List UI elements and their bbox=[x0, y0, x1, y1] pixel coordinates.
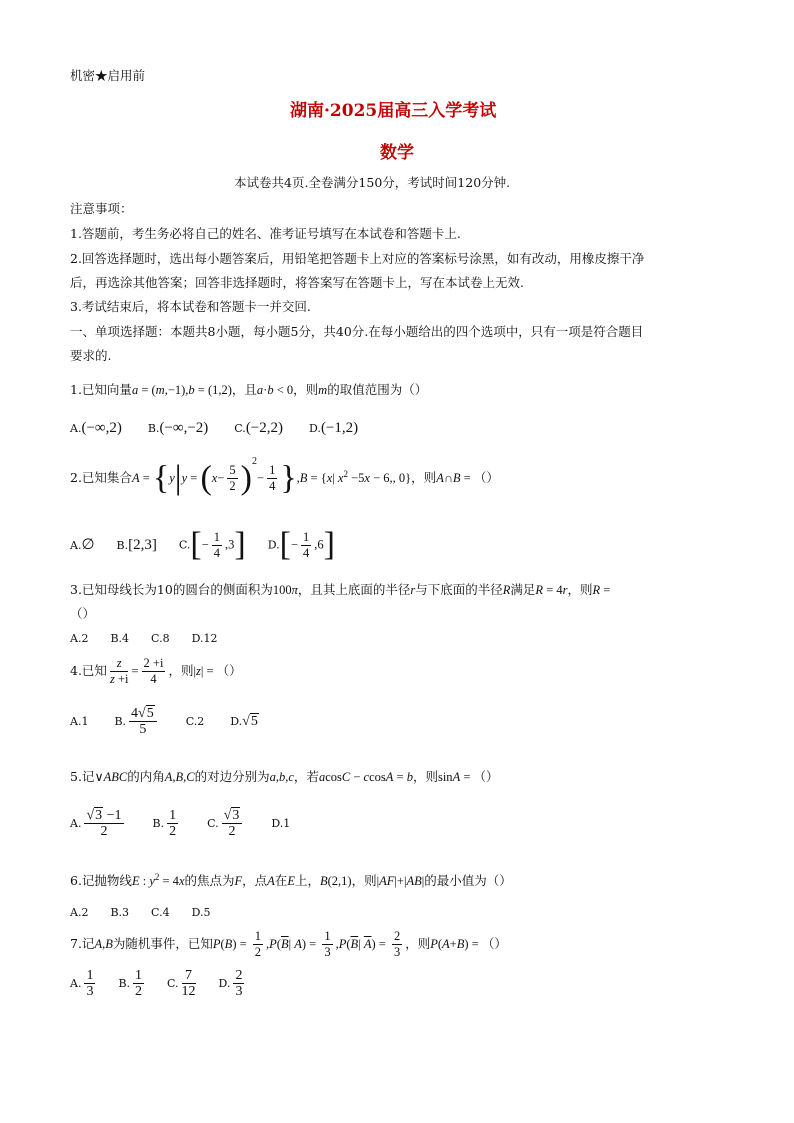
section-heading-line-2: 要求的. bbox=[70, 348, 112, 363]
q1-prefix: 1.已知向量 bbox=[70, 382, 132, 397]
exam-title: 湖南·2025届高三入学考试 bbox=[290, 101, 497, 121]
subject-title: 数学 bbox=[380, 143, 414, 163]
question-5: 5.记∨ABC的内角A,B,C的对边分别为a,b,c，若acosC − ccosA = b，则sinA = （） bbox=[70, 769, 499, 784]
exam-info: 本试卷共4页.全卷满分150分，考试时间120分钟. bbox=[234, 175, 511, 190]
question-2: 2.已知集合A = {y|y = (x− $\frac{5}{2}$ )$^2$− $\frac{1}{4}$ },B = {x| $x^2 -5x - 6$,, 0}，则A∩B = （） bbox=[70, 456, 499, 497]
q2-tail: ，则 bbox=[411, 470, 437, 485]
question-3-line-1: 3.已知母线长为10的圆台的侧面积为100π，且其上底面的半径r与下底面的半径R满足R = 4r，则R = bbox=[70, 582, 611, 597]
q2-ask: （） bbox=[473, 470, 499, 485]
question-7: 7.记A,B为随机事件，已知P(B) = $\frac{1}{2}$ $,P(\overline{B}|$ A) = $\frac{1}{3}$ $,P(\overline{B}|$ $\overline{A}$) = $\frac{2}{3}$ ，则P(A+B) = （） bbox=[70, 929, 507, 959]
note-3: 3.考试结束后，将本试卷和答题卡一并交回. bbox=[70, 299, 311, 314]
q1-mid: ，且 bbox=[231, 382, 257, 397]
q2-prefix: 2.已知集合 bbox=[70, 470, 132, 485]
question-1: 1.已知向量a = (m,−1),b = (1,2)，且a·b < 0，则m的取值范围为（） bbox=[70, 382, 428, 397]
note-2-line-1: 2.回答选择题时，选出每小题答案后，用铅笔把答题卡上对应的答案标号涂黑，如有改动，用橡皮擦干净 bbox=[70, 251, 645, 266]
note-1: 1.答题前，考生务必将自己的姓名、准考证号填写在本试卷和答题卡上. bbox=[70, 226, 461, 241]
note-2-line-2: 后，再选涂其他答案；回答非选择题时，将答案写在答题卡上，写在本试卷上无效. bbox=[70, 275, 524, 290]
q3-options: A.2 B.4 C.8 D.12 bbox=[70, 632, 218, 645]
question-3-line-2: （） bbox=[70, 606, 96, 621]
q7-options: A. $\frac{1}{3}$ B. $\frac{1}{2}$ C. $\frac{7}{12}$ D. $\frac{2}{3}$ bbox=[70, 968, 243, 999]
question-6: 6.记抛物线E : $y^2 = 4x$的焦点为F，点A在E上，B(2,1)，则|AF|+|AB|的最小值为（） bbox=[70, 871, 512, 888]
q2-options: A.∅ B.[2,3] C.[− $\frac{1}{4}$ ,3] D.[− $\frac{1}{4}$ ,6] bbox=[70, 526, 335, 563]
q1-tail: 的取值范围为（） bbox=[327, 382, 428, 397]
q1-cond: ，则 bbox=[293, 382, 319, 397]
q4-options: A.1 B. $\frac{4√5}{5}$ C.2 D.√5 bbox=[70, 706, 258, 737]
q6-options: A.2 B.3 C.4 D.5 bbox=[70, 906, 211, 919]
section-heading-line-1: 一、单项选择题：本题共8小题，每小题5分，共40分.在每小题给出的四个选项中，只有一项是符合题目 bbox=[70, 324, 644, 339]
notes-heading: 注意事项： bbox=[70, 201, 133, 216]
q5-options: A. $\frac{√3 -1}{2}$ B. $\frac{1}{2}$ C. $\frac{√3}{2}$ D.1 bbox=[70, 808, 291, 839]
q1-options: A.(−∞,2) B.(−∞,−2) C.(−2,2) D.(−1,2) bbox=[70, 420, 359, 436]
question-4: 4.已知 $\frac{z}{z +i}$ = $\frac{2 +i}{4}$ ，则|z| = （） bbox=[70, 656, 242, 686]
confidential-mark: 机密★启用前 bbox=[70, 68, 146, 83]
